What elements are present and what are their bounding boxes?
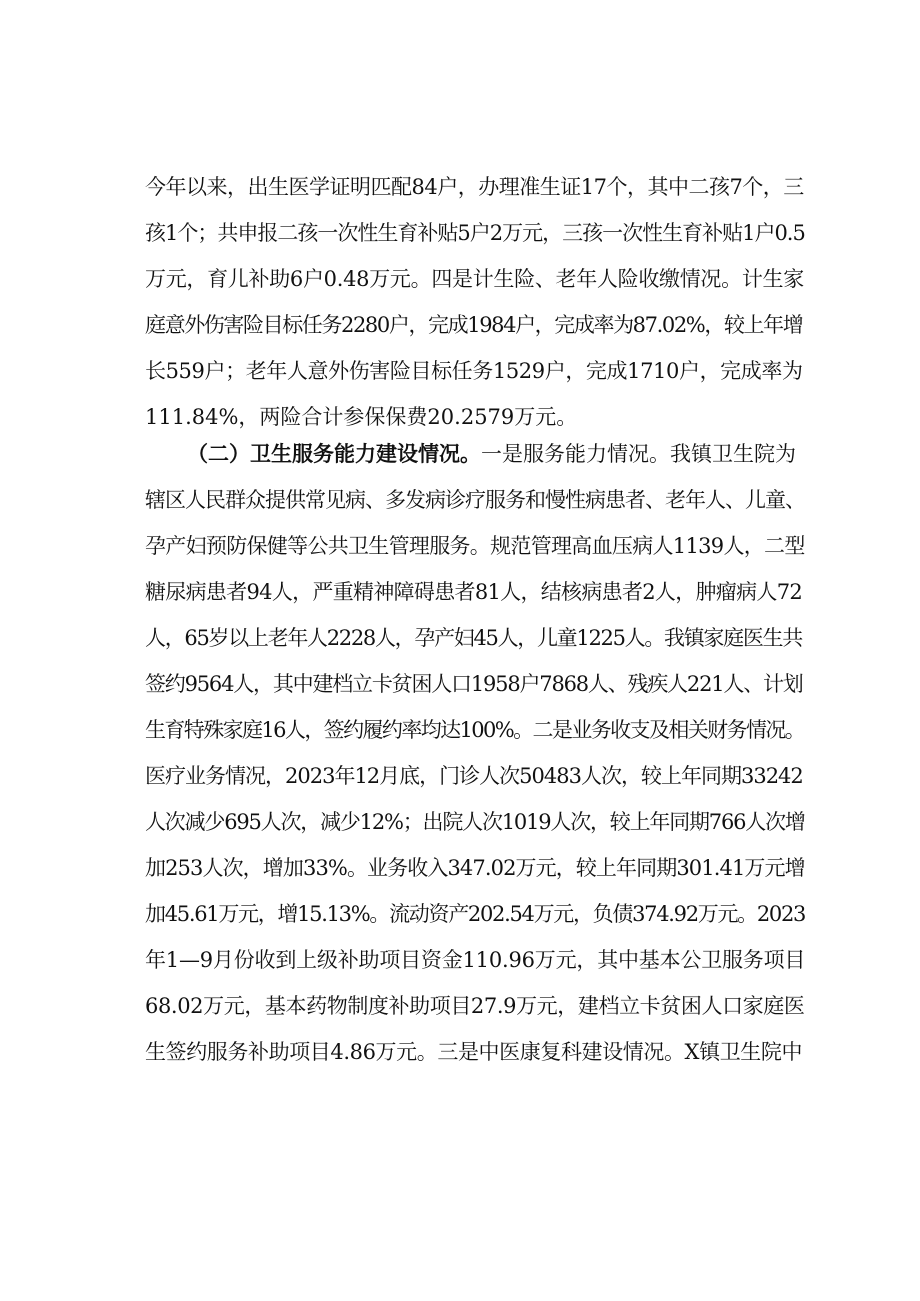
paragraph-line: 人，65岁以上老年人2228人，孕产妇45人，儿童1225人。我镇家庭医生共 [145,626,802,650]
paragraph-line: 加253人次，增加33%。业务收入347.02万元，较上年同期301.41万元增 [145,856,805,880]
paragraph-line: 辖区人民群众提供常见病、多发病诊疗服务和慢性病患者、老年人、儿童、 [145,488,805,512]
paragraph-first-line [145,431,805,477]
paragraph-line: 加45.61万元，增15.13%。流动资产202.54万元，负债374.92万元。2023 [145,902,806,926]
paragraph-line: 年1—9月份收到上级补助项目资金110.96万元，其中基本公卫服务项目 [145,948,806,972]
paragraph-line: 111.84%，两险合计参保保费20.2579万元。 [145,405,578,429]
paragraph-line: 人次减少695人次，减少12%；出院人次1019人次，较上年同期766人次增 [145,810,805,834]
paragraph-1 [145,164,805,440]
paragraph-line: 今年以来，出生医学证明匹配84户，办理准生证17个，其中二孩7个，三 [145,175,804,199]
paragraph-line: 医疗业务情况，2023年12月底，门诊人次50483人次，较上年同期33242 [145,764,803,788]
paragraph-line: 生育特殊家庭16人，签约履约率均达100%。二是业务收支及相关财务情况。 [145,718,805,742]
paragraph-line: 庭意外伤害险目标任务2280户，完成1984户，完成率为87.02%，较上年增 [145,313,803,337]
paragraph-line: 孩1个；共申报二孩一次性生育补贴5户2万元，三孩一次性生育补贴1户0.5 [145,221,805,245]
paragraph-text: 一是服务能力情况。我镇卫生院为 [481,442,796,466]
paragraph-line: 签约9564人，其中建档立卡贫困人口1958户7868人、残疾人221人、计划 [145,672,803,696]
paragraph-line: 孕产妇预防保健等公共卫生管理服务。规范管理高血压病人1139人，二型 [145,534,805,558]
paragraph-line: 生签约服务补助项目4.86万元。三是中医康复科建设情况。X镇卫生院中 [145,1040,803,1064]
paragraph-2 [145,431,805,1075]
paragraph-line: 糖尿病患者94人，严重精神障碍患者81人，结核病患者2人，肿瘤病人72 [145,580,803,604]
section-heading: （二）卫生服务能力建设情况。 [187,441,481,466]
paragraph-line: 长559户；老年人意外伤害险目标任务1529户，完成1710户，完成率为 [145,359,803,383]
paragraph-line: 68.02万元，基本药物制度补助项目27.9万元，建档立卡贫困人口家庭医 [145,994,805,1018]
paragraph-line: 万元，育儿补助6户0.48万元。四是计生险、老年人险收缴情况。计生家 [145,267,804,291]
